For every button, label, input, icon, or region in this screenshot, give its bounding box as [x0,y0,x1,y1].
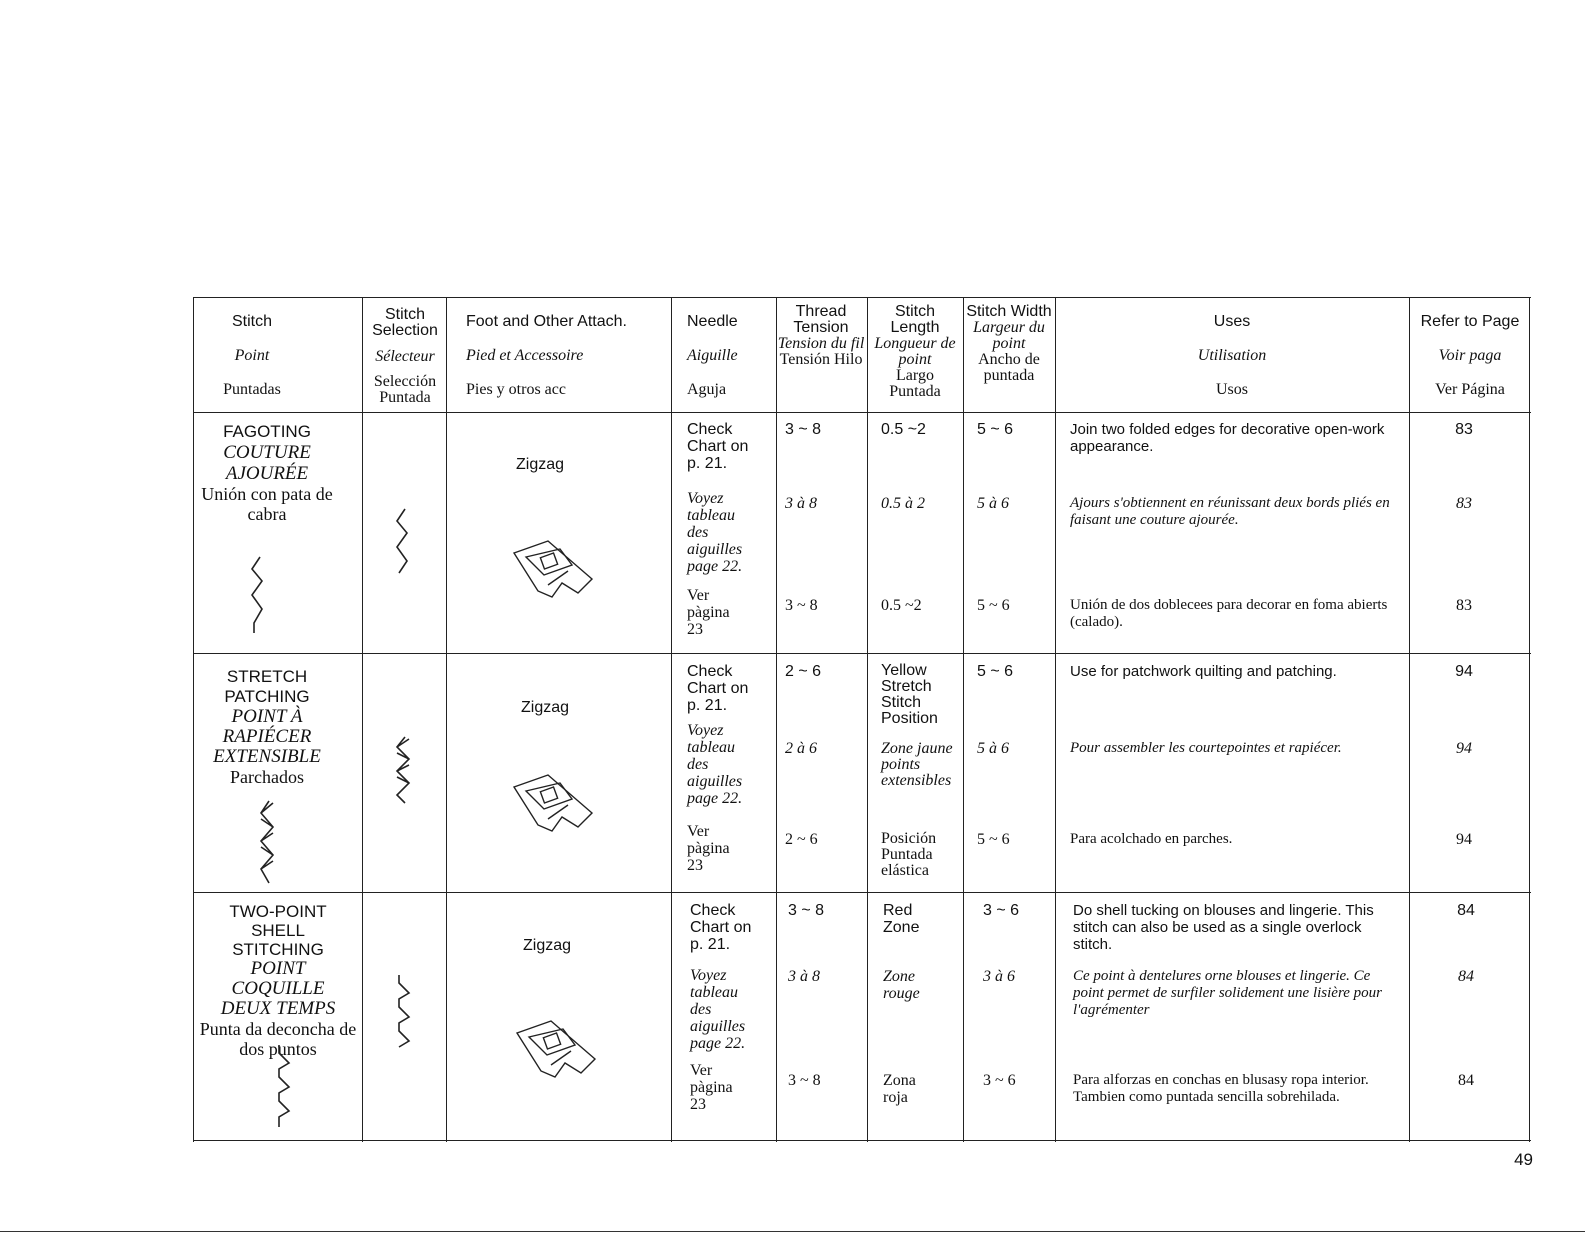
fagoting-selector-icon [393,507,413,575]
stretch-stitch-icon [255,799,281,885]
row-fagoting-tension: 3 ~ 8 3 à 8 3 ~ 8 [785,421,822,614]
row-stretch-tension: 2 ~ 6 2 à 6 2 ~ 6 [785,663,822,848]
row-shell-page: 84 84 84 [1457,902,1475,1089]
row-stretch-length: Yellow Stretch Stitch Position Zone jaune points extensibles Posición Puntada elástica [881,662,953,879]
presser-foot-icon [508,535,598,607]
bottom-rule [0,1231,1585,1232]
shell-stitch-icon [275,1043,299,1133]
stretch-selector-icon [393,735,417,805]
stitch-chart-table [193,297,1531,1142]
row-fagoting-page: 83 83 83 [1455,421,1473,614]
row-stretch-width: 5 ~ 6 5 à 6 5 ~ 6 [977,663,1014,848]
row-stretch-needle: Check Chart on p. 21. Voyez tableau des aiguilles page 22. Ver pàgina 23 [687,663,749,874]
shell-selector-icon [393,973,417,1051]
header-stitch: Stitch Point Puntadas [223,313,281,398]
row-fagoting-width: 5 ~ 6 5 à 6 5 ~ 6 [977,421,1014,614]
row-shell-needle: Check Chart on p. 21. Voyez tableau des aiguilles page 22. Ver pàgina 23 [690,902,752,1113]
header-needle: Needle Aiguille Aguja [687,313,738,398]
header-uses: Uses Utilisation Usos [1197,313,1267,398]
header-selection: Stitch Selection Sélecteur Selección Puntada [372,306,438,406]
row-stretch-uses: Use for patchwork quilting and patching. Pour assembler les courtepointes et rapiécer. Para acolchado en parches. [1070,663,1342,847]
row-fagoting-uses: Join two folded edges for decorative open-work appearance. Ajours s'obtiennent en réunissant deux bords pliés en faisant une couture ajourée. Unión de dos doblecees para decorar en foma abierts (calado). [1070,421,1390,630]
row-shell-length: Red Zone Zone rouge Zona roja [883,902,920,1106]
row-fagoting-foot: Zigzag [516,456,565,473]
row-fagoting-name: FAGOTING COUTURE AJOURÉE Unión con pata de cabra [201,422,333,524]
header-tension: Thread Tension Tension du fil Tensión Hilo [777,303,865,368]
row-stretch-name: STRETCH PATCHING POINT À RAPIÉCER EXTENSIBLE Parchados [213,667,321,787]
presser-foot-icon [511,1015,601,1087]
row-fagoting-length: 0.5 ~2 0.5 à 2 0.5 ~2 [881,421,926,614]
row-stretch-foot: Zigzag [521,699,570,716]
row-fagoting-needle: Check Chart on p. 21. Voyez tableau des aiguilles page 22. Ver pàgina 23 [687,421,749,638]
presser-foot-icon [508,769,598,841]
row-shell-tension: 3 ~ 8 3 à 8 3 ~ 8 [788,902,825,1089]
row-shell-width: 3 ~ 6 3 à 6 3 ~ 6 [983,902,1020,1089]
row-shell-name: TWO-POINT SHELL STITCHING POINT COQUILLE DEUX TEMPS Punta da deconcha de dos puntos [199,902,357,1059]
fagoting-stitch-icon [248,555,268,635]
header-foot: Foot and Other Attach. Pied et Accessoire Pies y otros acc [466,313,627,398]
row-shell-uses: Do shell tucking on blouses and lingerie. This stitch can also be used as a single overlock stitch. Ce point à dentelures orne blouses et lingerie. Ce point permet de surfiler solidement une lisière pour l'agrémenter Para alforzas en conchas en blusasy ropa interior. Tambien como puntada sencilla sobrehilada. [1073,902,1382,1105]
row-stretch-page: 94 94 94 [1455,663,1473,848]
row-shell-foot: Zigzag [523,937,572,954]
header-page: Refer to Page Voir paga Ver Página [1420,313,1520,398]
header-length: Stitch Length Longueur de point Largo Puntada [874,303,956,400]
header-width: Stitch Width Largeur du point Ancho de puntada [966,303,1052,384]
page-number: 49 [1514,1150,1533,1169]
